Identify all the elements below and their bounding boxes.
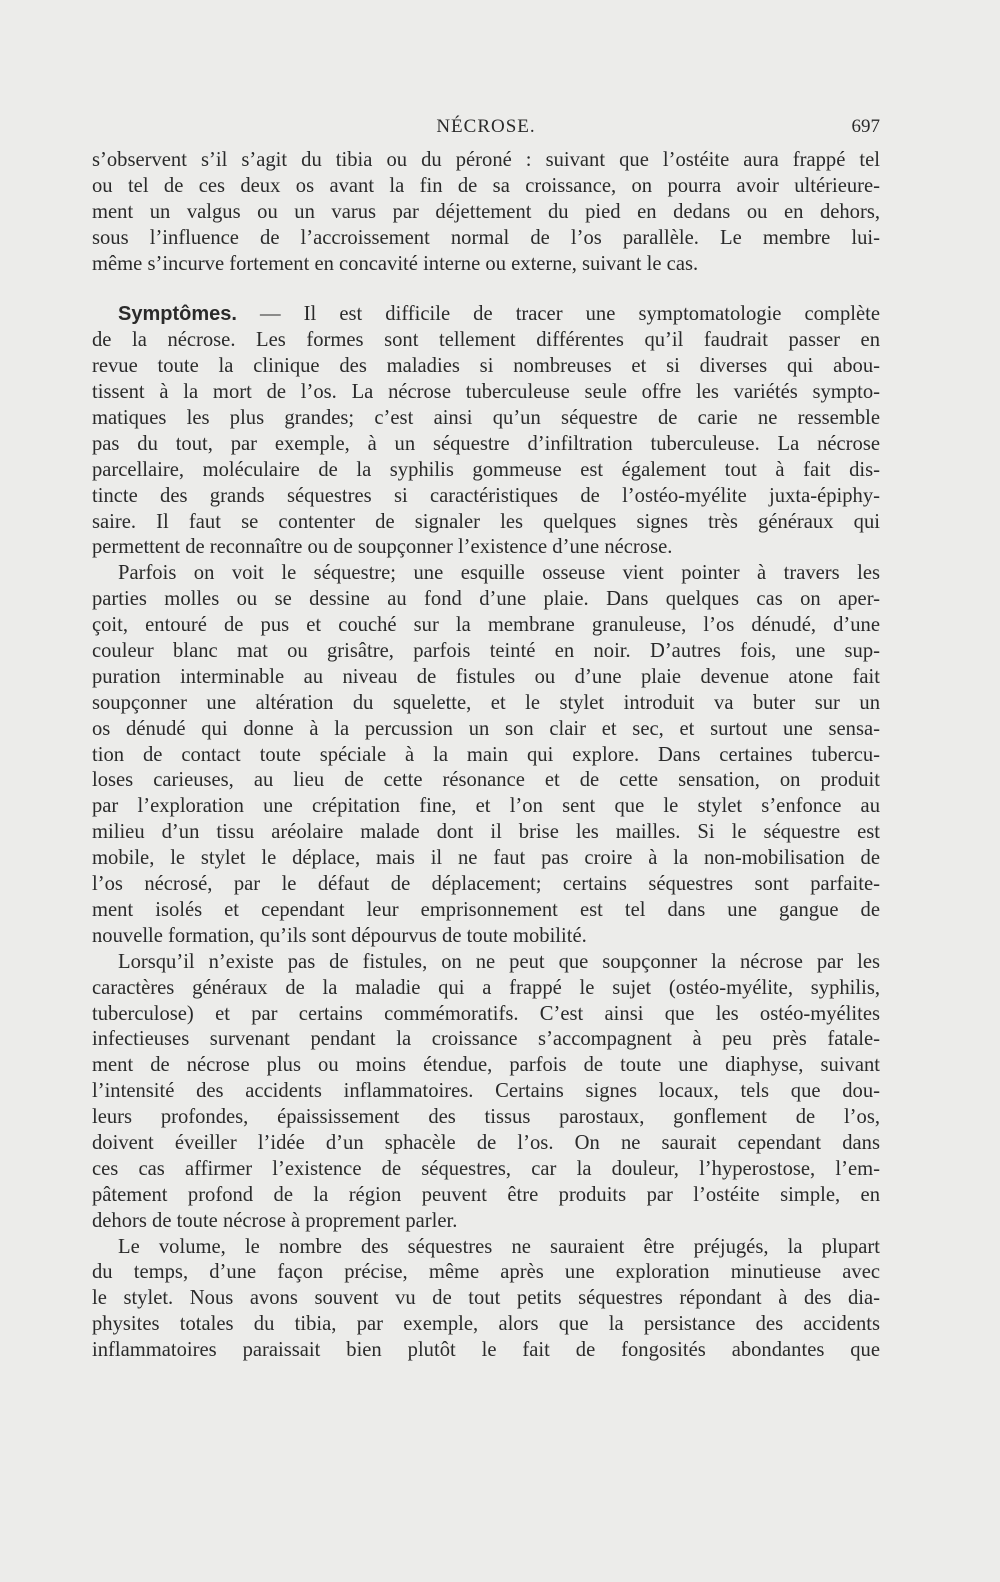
text-line: Lorsqu’il n’existe pas de fistules, on ne peut que soupçonner la nécrose par les (118, 950, 880, 973)
text-line: sous l’influence de l’accroissement normal de l’os parallèle. Le membre lui- (92, 226, 880, 249)
section-title-rest: — Il est difficile de tracer une symptomatologie complète (236, 303, 880, 326)
page-number: 697 (851, 116, 880, 137)
text-line: inflammatoires paraissait bien plutôt le fait de fongosités abondantes que (92, 1339, 880, 1362)
text-line: même s’incurve fortement en concavité interne ou externe, suivant le cas. (92, 252, 699, 275)
text-line: infectieuses survenant pendant la croissance s’accompagnent à peu près fatale- (92, 1028, 880, 1051)
text-line: tuberculose) et par certains commémoratifs. C’est ainsi que les ostéo-myélites (92, 1002, 880, 1025)
text-line: par l’exploration une crépitation fine, et l’on sent que le stylet s’enfonce au (92, 795, 880, 818)
paragraph-sequestre-visible (92, 561, 880, 949)
text-line: parcellaire, moléculaire de la syphilis gommeuse est également tout à fait dis- (92, 458, 880, 481)
text-line: ment de nécrose plus ou moins étendue, parfois de toute une diaphyse, suivant (92, 1054, 880, 1077)
text-line: Le volume, le nombre des séquestres ne sauraient être préjugés, la plupart (118, 1235, 880, 1258)
running-head (92, 116, 880, 144)
text-line: de la nécrose. Les formes sont tellement différentes qu’il faudrait passer en (92, 329, 880, 352)
paragraph-sans-fistules (92, 950, 880, 1235)
text-line: mobile, le stylet le déplace, mais il ne faut pas croire à la non-mobilisation de (92, 847, 880, 870)
text-line: puration interminable au niveau de fistules ou d’une plaie devenue atone fait (92, 665, 880, 688)
text-line: ment un valgus ou un varus par déjettement du pied en dedans ou en dehors, (92, 200, 880, 223)
text-line: soupçonner une altération du squelette, et le stylet introduit va buter sur un (92, 691, 880, 714)
text-line: le stylet. Nous avons souvent vu de tout petits séquestres répondant à des dia- (92, 1287, 880, 1310)
text-line: tissent à la mort de l’os. La nécrose tuberculeuse seule offre les variétés sympto- (92, 381, 880, 404)
text-line: ces cas affirmer l’existence de séquestres, car la douleur, l’hyperostose, l’em- (92, 1157, 880, 1180)
text-line: tincte des grands séquestres si caractéristiques de l’ostéo-myélite juxta-épiphy- (92, 484, 880, 507)
text-line: çoit, entouré de pus et couché sur la membrane granuleuse, l’os dénudé, d’une (92, 614, 880, 637)
paragraph-symptomes (92, 302, 880, 561)
text-line: l’os nécrosé, par le défaut de déplacement; certains séquestres sont parfaite- (92, 873, 880, 896)
text-line: leurs profondes, épaississement des tissus parostaux, gonflement de l’os, (92, 1106, 880, 1129)
text-line: Parfois on voit le séquestre; une esquille osseuse vient pointer à travers les (118, 562, 880, 585)
paragraph-continuation (92, 148, 880, 277)
running-title: NÉCROSE. (436, 116, 536, 137)
text-line: caractères généraux de la maladie qui a frappé le sujet (ostéo-myélite, syphilis, (92, 976, 880, 999)
text-line: pas du tout, par exemple, à un séquestre d’infiltration tuberculeuse. La nécrose (92, 432, 880, 455)
text-line: milieu d’un tissu aréolaire malade dont il brise les mailles. Si le séquestre est (92, 821, 880, 844)
section-title: Symptômes. (118, 303, 237, 326)
body-text (92, 148, 880, 1364)
text-line: s’observent s’il s’agit du tibia ou du péroné : suivant que l’ostéite aura frappé tel (92, 149, 880, 171)
text-line: tion de contact toute spéciale à la main qui explore. Dans certaines tubercu- (92, 743, 880, 766)
text-line: nouvelle formation, qu’ils sont dépourvus de toute mobilité. (92, 924, 587, 947)
text-line: parties molles ou se dessine au fond d’une plaie. Dans quelques cas on aper- (92, 588, 880, 611)
text-line: permettent de reconnaître ou de soupçonner l’existence d’une nécrose. (92, 536, 673, 559)
text-line (92, 302, 880, 328)
text-line: physites totales du tibia, par exemple, alors que la persistance des accidents (92, 1313, 880, 1336)
text-line: pâtement profond de la région peuvent être produits par l’ostéite simple, en (92, 1183, 880, 1206)
text-line: matiques les plus grandes; c’est ainsi qu’un séquestre de carie ne ressemble (92, 407, 880, 430)
text-line: couleur blanc mat ou grisâtre, parfois teinté en noir. D’autres fois, une sup- (92, 640, 880, 663)
text-line: ment isolés et cependant leur emprisonnement est tel dans une gangue de (92, 898, 880, 921)
text-line: l’intensité des accidents inflammatoires. Certains signes locaux, tels que dou- (92, 1080, 880, 1103)
text-line: doivent éveiller l’idée d’un sphacèle de l’os. On ne saurait cependant dans (92, 1131, 880, 1154)
text-line: os dénudé qui donne à la percussion un son clair et sec, et surtout une sensa- (92, 717, 880, 740)
paragraph-volume-sequestres (92, 1235, 880, 1364)
text-line: saire. Il faut se contenter de signaler les quelques signes très généraux qui (92, 510, 880, 533)
section-gap (92, 277, 880, 302)
text-line: loses carieuses, au lieu de cette résonance et de cette sensation, on produit (92, 769, 880, 792)
text-line: du temps, d’une façon précise, même après une exploration minutieuse avec (92, 1261, 880, 1284)
text-line: dehors de toute nécrose à proprement parler. (92, 1209, 458, 1232)
text-line: revue toute la clinique des maladies si nombreuses et si diverses qui abou- (92, 355, 880, 378)
text-line: ou tel de ces deux os avant la fin de sa croissance, on pourra avoir ultérieure- (92, 174, 880, 197)
